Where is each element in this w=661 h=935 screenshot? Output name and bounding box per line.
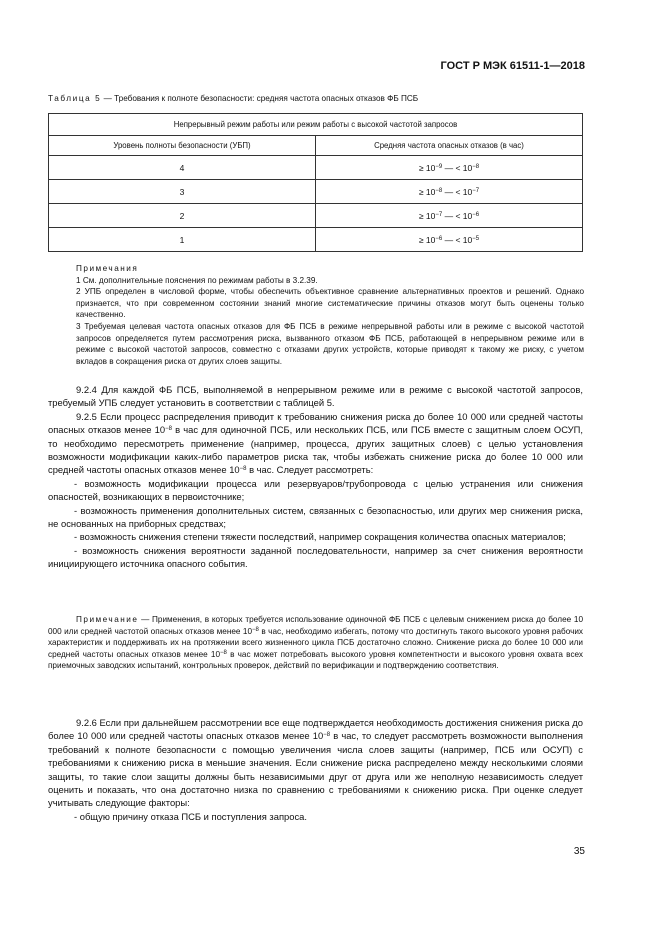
table-caption-label: Таблица 5 xyxy=(48,94,102,103)
failure-rate-cell xyxy=(316,180,583,204)
note-2: 2 УПБ определен в числовой форме, чтобы обеспечить объективное сравнение альтернативных проектов и решений. Однако признается, что при современном состоянии знаний многие систематические причины отказов могут быть оценены только качественно. xyxy=(76,287,584,320)
rate-upper-exponent: −8 xyxy=(472,163,480,170)
notes-title: Примечания xyxy=(76,264,139,273)
note-label: Примечание xyxy=(76,615,139,624)
rate-upper-base: — < 10 xyxy=(442,234,473,245)
list-item: - возможность применения дополнительных систем, связанных с безопасностью, или других мер снижения риска, не основанных на приборных средствах; xyxy=(48,504,583,530)
rate-upper-base: — < 10 xyxy=(442,162,473,173)
sil-level-cell: 4 xyxy=(49,156,316,180)
note-part-c: в час может потребовать высокого уровня компетентности и высокого уровня охвата всех приемочных заводских испытаний, контрольных проверок, действий по верификации и подтверждению соответствия. xyxy=(48,649,583,671)
rate-upper-base: — < 10 xyxy=(442,186,473,197)
paragraph-9-2-6 xyxy=(48,716,583,810)
list-item: - общую причину отказа ПСБ и поступления запроса. xyxy=(74,810,307,822)
exponent: −8 xyxy=(239,466,247,473)
table-column-header-row xyxy=(49,136,583,156)
column-header-sil: Уровень полноты безопасности (УБП) xyxy=(49,136,316,156)
sil-level-cell: 2 xyxy=(49,204,316,228)
table-span-header: Непрерывный режим работы или режим работы с высокой частотой запросов xyxy=(49,114,583,136)
paragraph-9-2-5-part-b: в час для одиночной ПСБ, или нескольких ПСБ, или ПСБ вместе с защитным слоем ОСУП, то необходимо пересмотреть применение (например, процесса, других защитных слоев) с целью установления возможности модификации каких-либо параметров риска так, чтобы избежать снижение риска до более 10 000 или средней частоты опасных отказов менее 10 xyxy=(48,424,583,476)
exponent: −8 xyxy=(252,626,259,633)
body-section-2 xyxy=(48,716,583,823)
rate-upper-exponent: −5 xyxy=(472,235,480,242)
document-header: ГОСТ Р МЭК 61511-1—2018 xyxy=(440,60,585,72)
rate-lower-base: ≥ 10 xyxy=(418,162,436,173)
note-1: 1 См. дополнительные пояснения по режимам работы в 3.2.39. xyxy=(76,275,318,285)
exponent: −8 xyxy=(220,649,227,656)
table-row xyxy=(49,156,583,180)
table-row xyxy=(49,228,583,252)
paragraph-9-2-5 xyxy=(48,410,583,477)
note-application xyxy=(48,614,583,672)
rate-lower-base: ≥ 10 xyxy=(418,234,436,245)
exponent: −8 xyxy=(165,426,172,433)
list-item: - возможность снижения вероятности заданной последовательности, например за счет снижения вероятности инициирующего источника опасного события. xyxy=(48,544,583,570)
rate-upper-base: — < 10 xyxy=(442,210,473,221)
rate-lower-base: ≥ 10 xyxy=(418,210,436,221)
body-section-1 xyxy=(48,383,583,571)
rate-lower-base: ≥ 10 xyxy=(418,186,436,197)
rate-upper-exponent: −6 xyxy=(472,211,480,218)
table-row xyxy=(49,204,583,228)
exponent: −8 xyxy=(323,732,331,739)
note-3: 3 Требуемая целевая частота опасных отказов для ФБ ПСБ в режиме непрерывной работы или в режиме с высокой частотой запросов определяется путем рассмотрения риска, вызванного отказом ФБ ПСБ, работающей в непрерывном режиме или в режиме с высокой частотой запросов, совместно с отказами других устройств, которые приводят к такому же риску, с учетом вкладов в сокращения риска от других слоев защиты. xyxy=(76,321,584,366)
sil-requirements-table xyxy=(48,113,583,252)
paragraph-9-2-6-part-a: 9.2.6 Если при дальнейшем рассмотрении все еще подтверждается необходимость достижения снижения риска до более 10 000 или средней частоты опасных отказов менее 10 xyxy=(48,717,583,742)
table-row xyxy=(49,180,583,204)
rate-lower-exponent: −9 xyxy=(435,163,443,170)
note-application-text xyxy=(48,614,583,672)
list-item: - возможность модификации процесса или резервуаров/трубопровода с целью устранения или снижения опасностей, возникающих в первоисточнике; xyxy=(48,477,583,503)
note-part-b: в час, необходимо избегать, потому что достигнуть такого высокого уровня рабочих характеристик и поддерживать их на протяжении всего жизненного цикла ПСБ достаточно сложно. Снижение риска до более 10 000 или средней частоты опасных отказов менее 10 xyxy=(48,626,583,659)
paragraph-9-2-4: 9.2.4 Для каждой ФБ ПСБ, выполняемой в непрерывном режиме или в режиме с высокой частотой запросов, требуемый УПБ следует установить в соответствии с таблицей 5. xyxy=(48,384,583,409)
list-item: - возможность снижения степени тяжести последствий, например сокращения количества опасных материалов; xyxy=(74,531,566,543)
rate-lower-exponent: −6 xyxy=(435,235,443,242)
table-notes xyxy=(76,263,584,367)
paragraph-9-2-5-part-a: 9.2.5 Если процесс распределения приводит к требованию снижения риска до более 10 000 или средней частоты опасных отказов менее 10 xyxy=(48,410,583,436)
paragraph-9-2-6-part-b: в час, то следует рассмотреть возможности выполнения требований к полноте безопасности с помощью увеличения числа слоев защиты (например, ПСБ или ОСУП) с требованиями к снижению риска в меньшие значения. Если снижение риска распределено между несколькими слоями защиты, то такие слои защиты должны быть независимыми друг от друга или же неполную независимость следует оценить и показать, что она достаточно низка по сравнению с требованиями к снижению риска. При оценке следует учитывать следующие факторы: xyxy=(48,730,583,809)
table-span-header-row xyxy=(49,114,583,136)
paragraph-9-2-5-part-c: в час. Следует рассмотреть: xyxy=(246,464,374,476)
note-part-a: — Применения, в которых требуется использование одиночной ФБ ПСБ с целевым снижением риска до более 10 000 или средней частотой опасных отказов менее 10 xyxy=(48,615,583,636)
sil-level-cell: 1 xyxy=(49,228,316,252)
table-caption xyxy=(48,94,618,103)
failure-rate-cell xyxy=(316,156,583,180)
column-header-failure-rate: Средняя частота опасных отказов (в час) xyxy=(316,136,583,156)
page-number: 35 xyxy=(573,846,585,857)
sil-level-cell: 3 xyxy=(49,180,316,204)
rate-upper-exponent: −7 xyxy=(472,187,480,194)
failure-rate-cell xyxy=(316,204,583,228)
table-caption-text: Требования к полноте безопасности: средняя частота опасных отказов ФБ ПСБ xyxy=(114,94,419,103)
rate-lower-exponent: −8 xyxy=(435,187,443,194)
rate-lower-exponent: −7 xyxy=(435,211,443,218)
failure-rate-cell xyxy=(316,228,583,252)
table-caption-dash: — xyxy=(101,94,115,103)
